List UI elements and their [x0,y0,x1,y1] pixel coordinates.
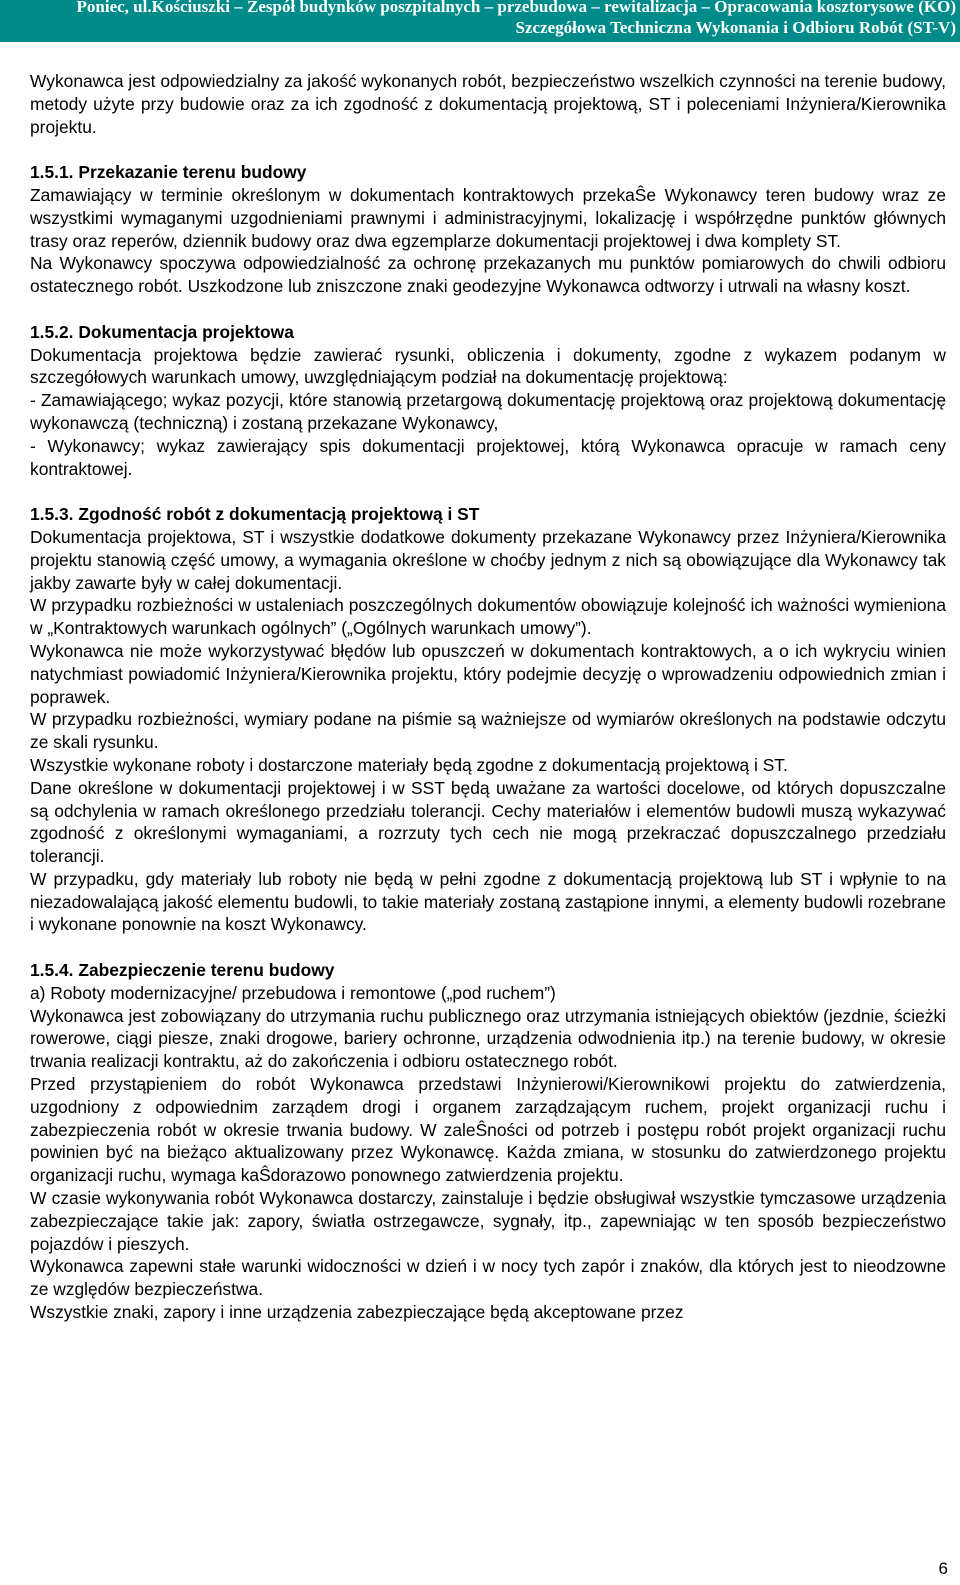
page-number: 6 [938,1559,948,1578]
section-heading-1-5-1: 1.5.1. Przekazanie terenu budowy [30,162,307,183]
list-item: - Wykonawcy; wykaz zawierający spis dokumentacji projektowej, którą Wykonawca opracuje w ramach ceny kontraktowej. [30,435,946,479]
subheading: a) Roboty modernizacyjne/ przebudowa i remontowe („pod ruchem”) [30,982,556,1003]
paragraph: W czasie wykonywania robót Wykonawca dostarczy, zainstaluje i będzie obsługiwał wszystkie tymczasowe urządzenia zabezpieczające takie jak: zapory, światła ostrzegawcze, sygnały, itp., zapewniając w ten sposób bezpieczeństwo pojazdów i pieszych. [30,1188,946,1254]
paragraph: Wykonawca zapewni stałe warunki widoczności w dzień i w nocy tych zapór i znaków, dla których jest to nieodzowne ze względów bezpieczeństwa. [30,1256,946,1300]
paragraph: W przypadku rozbieżności w ustaleniach poszczególnych dokumentów obowiązuje kolejność ich ważności wymieniona w „Kontraktowych warunkach ogólnych” („Ogólnych warunkach umowy”). [30,595,946,639]
paragraph: Dokumentacja projektowa będzie zawierać rysunki, obliczenia i dokumenty, zgodne z wykazem podanym w szczegółowych warunkach umowy, uwzględniającym podział na dokumentację projektową: [30,344,946,388]
section-heading-1-5-4: 1.5.4. Zabezpieczenie terenu budowy [30,960,335,981]
section-heading-1-5-2 [30,321,946,344]
paragraph: W przypadku rozbieżności, wymiary podane na piśmie są ważniejsze od wymiarów określonych na podstawie odczytu ze skali rysunku. [30,709,946,753]
paragraph: Dane określone w dokumentacji projektowej i w SST będą uważane za wartości docelowe, od których dopuszczalne są odchylenia w ramach określonego przedziału tolerancji. Cechy materiałów i elementów budowli muszą wykazywać zgodność z określonymi wymaganiami, a rozrzuty tych cech nie mogą przekraczać dopuszczalnego przedziału tolerancji. [30,777,946,867]
section-title: Dokumentacja projektowa [78,321,294,342]
section-number: 1.5.3. [30,504,74,525]
paragraph: Wszystkie znaki, zapory i inne urządzenia zabezpieczające będą akceptowane przez [30,1302,684,1323]
paragraph: Dokumentacja projektowa, ST i wszystkie dodatkowe dokumenty przekazane Wykonawcy przez Inżyniera/Kierownika projektu stanowią część umowy, a wymagania określone w choćby jednym z nich są obowiązujące dla Wykonawcy tak jakby zawarte były w całej dokumentacji. [30,526,946,593]
paragraph: Wykonawca nie może wykorzystywać błędów lub opuszczeń w dokumentach kontraktowych, a o ich wykryciu winien natychmiast powiadomić Inżyniera/Kierownika projektu, który podejmie decyzję o wprowadzeniu odpowiednich zmian i poprawek. [30,640,946,707]
section-number: 1.5.2. [30,321,74,342]
paragraph: Wykonawca jest zobowiązany do utrzymania ruchu publicznego oraz utrzymania istniejących obiektów (jezdnie, ścieżki rowerowe, ciągi piesze, znaki drogowe, bariery ochronne, urządzenia odwodnienia itp.) na terenie budowy, w okresie trwania realizacji kontraktu, aż do zakończenia i odbioru ostatecznego robót. [30,1005,946,1072]
document-body [30,70,946,1324]
document-header [0,0,960,42]
paragraph: Wszystkie wykonane roboty i dostarczone materiały będą zgodne z dokumentacją projektową i ST. [30,754,788,775]
header-project-title: Poniec, ul.Kościuszki – Zespół budynków poszpitalnych – przebudowa – rewitalizacja – Opracowania kosztorysowe (KO) [76,0,956,16]
header-document-title: Szczegółowa Techniczna Wykonania i Odbioru Robót (ST-V) [515,18,956,37]
paragraph: Zamawiający w terminie określonym w dokumentach kontraktowych przekaŜe Wykonawcy teren budowy wraz ze wszystkimi wymaganymi uzgodnieniami prawnymi i administracyjnymi, lokalizację i współrzędne punktów głównych trasy oraz reperów, dziennik budowy oraz dwa egzemplarze dokumentacji projektowej i dwa komplety ST. [30,184,946,251]
section-title: Zgodność robót z dokumentacją projektową i ST [78,504,480,525]
list-item: - Zamawiającego; wykaz pozycji, które stanowią przetargową dokumentację projektową oraz projektową dokumentację wykonawczą (techniczną) i zostaną przekazane Wykonawcy, [30,390,946,433]
section-heading-1-5-3 [30,503,946,526]
paragraph: Na Wykonawcy spoczywa odpowiedzialność za ochronę przekazanych mu punktów pomiarowych do chwili odbioru ostatecznego robót. Uszkodzone lub zniszczone znaki geodezyjne Wykonawca odtworzy i utrwali na własny koszt. [30,253,946,297]
paragraph: Przed przystąpieniem do robót Wykonawca przedstawi Inżynierowi/Kierownikowi projektu do zatwierdzenia, uzgodniony z odpowiednim zarządem drogi i organem zarządzającym ruchem, projekt organizacji ruchu i zabezpieczenia robót w okresie trwania budowy. W zaleŜności od potrzeb i postępu robót projekt organizacji ruchu powinien być na bieżąco aktualizowany przez Wykonawcę. Każda zmiana, w stosunku do zatwierdzonego projektu organizacji ruchu, wymaga kaŜdorazowo ponownego zatwierdzenia projektu. [30,1074,946,1186]
paragraph: W przypadku, gdy materiały lub roboty nie będą w pełni zgodne z dokumentacją projektową lub ST i wpłynie to na niezadowalającą jakość elementu budowli, to takie materiały zostaną zastąpione innymi, a elementy budowli rozebrane i wykonane ponownie na koszt Wykonawcy. [30,868,946,935]
intro-paragraph: Wykonawca jest odpowiedzialny za jakość wykonanych robót, bezpieczeństwo wszelkich czynności na terenie budowy, metody użyte przy budowie oraz za ich zgodność z dokumentacją projektową, ST i poleceniami Inżyniera/Kierownika projektu. [30,71,946,137]
